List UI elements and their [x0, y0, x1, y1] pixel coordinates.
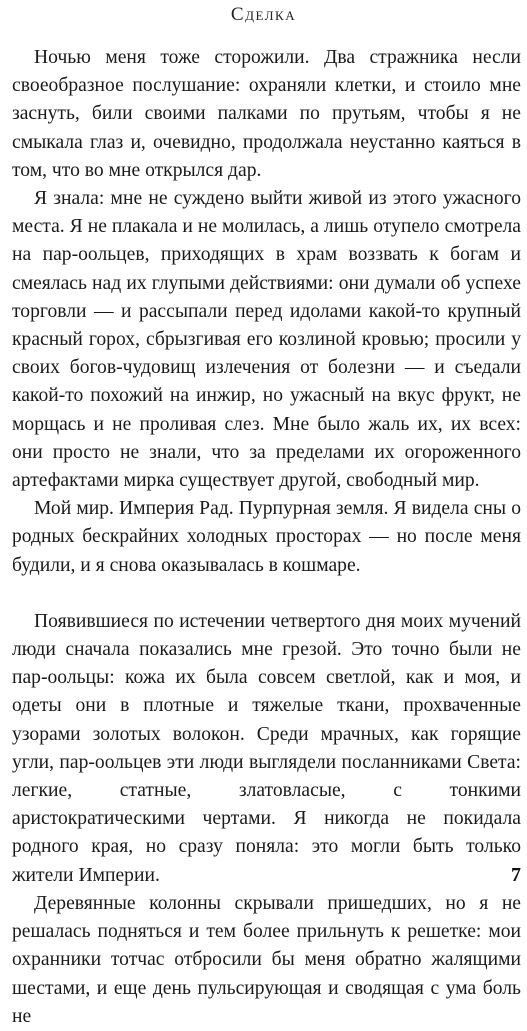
paragraph: Появившиеся по истечении четвертого дня моих мучений люди сначала показались мне грезой. Это точно были не пар-оольцы: кожа их была совсем светлой, как и моя, и одеты они в плотные и тяжелые ткани, прохваченные узорами золотых волокон. Среди мрачных, как горящие угли, пар-оольцев эти люди выглядели посланниками Света: легкие, статные, златовласые, с тонкими аристократическими чертами. Я никогда не покидала родного края, но сразу поняла: это могли быть только жители Империи. [12, 610, 521, 886]
paragraph: Ночью меня тоже сторожили. Два стражника несли своеобразное послушание: охраняли клетки, и стоило мне заснуть, били своими палками по прутьям, чтобы я не смыкала глаз и, очевидно, продолжала неустанно каяться в том, что во мне открылся дар. [12, 47, 521, 181]
body-text [12, 44, 521, 1031]
paragraph: Деревянные колонны скрывали пришедших, но я не решалась подняться и тем более прильнуть к решетке: мои охранники тотчас отбросили бы меня обратно жалящими шестами, и еще день пульсирующая и сводящая с ума боль не [12, 892, 521, 1027]
running-head: Сделка [230, 4, 297, 25]
section-break [12, 580, 521, 608]
paragraph: Мой мир. Империя Рад. Пурпурная земля. Я видела сны о родных бескрайних холодных просторах — но после меня будили, и я снова оказывалась в кошмаре. [12, 498, 521, 576]
page-number: 7 [511, 864, 521, 886]
paragraph: Я знала: мне не суждено выйти живой из этого ужасного места. Я не плакала и не молилась, а лишь отупело смотрела на пар-оольцев, приходящих в храм воззвать к богам и смеялась над их глупыми действиями: они думали об успехе торговли — и рассыпали перед идолами какой-то крупный красный горох, сбрызгивая его козлиной кровью; просили у своих богов-чудовищ излечения от болезни — и съедали какой-то похожий на инжир, но ужасный на вкус фрукт, не морщась и не проливая слез. Мне было жаль их, их всех: они просто не знали, что за пределами их огороженного артефактами мирка существует другой, свободный мир. [12, 188, 521, 492]
